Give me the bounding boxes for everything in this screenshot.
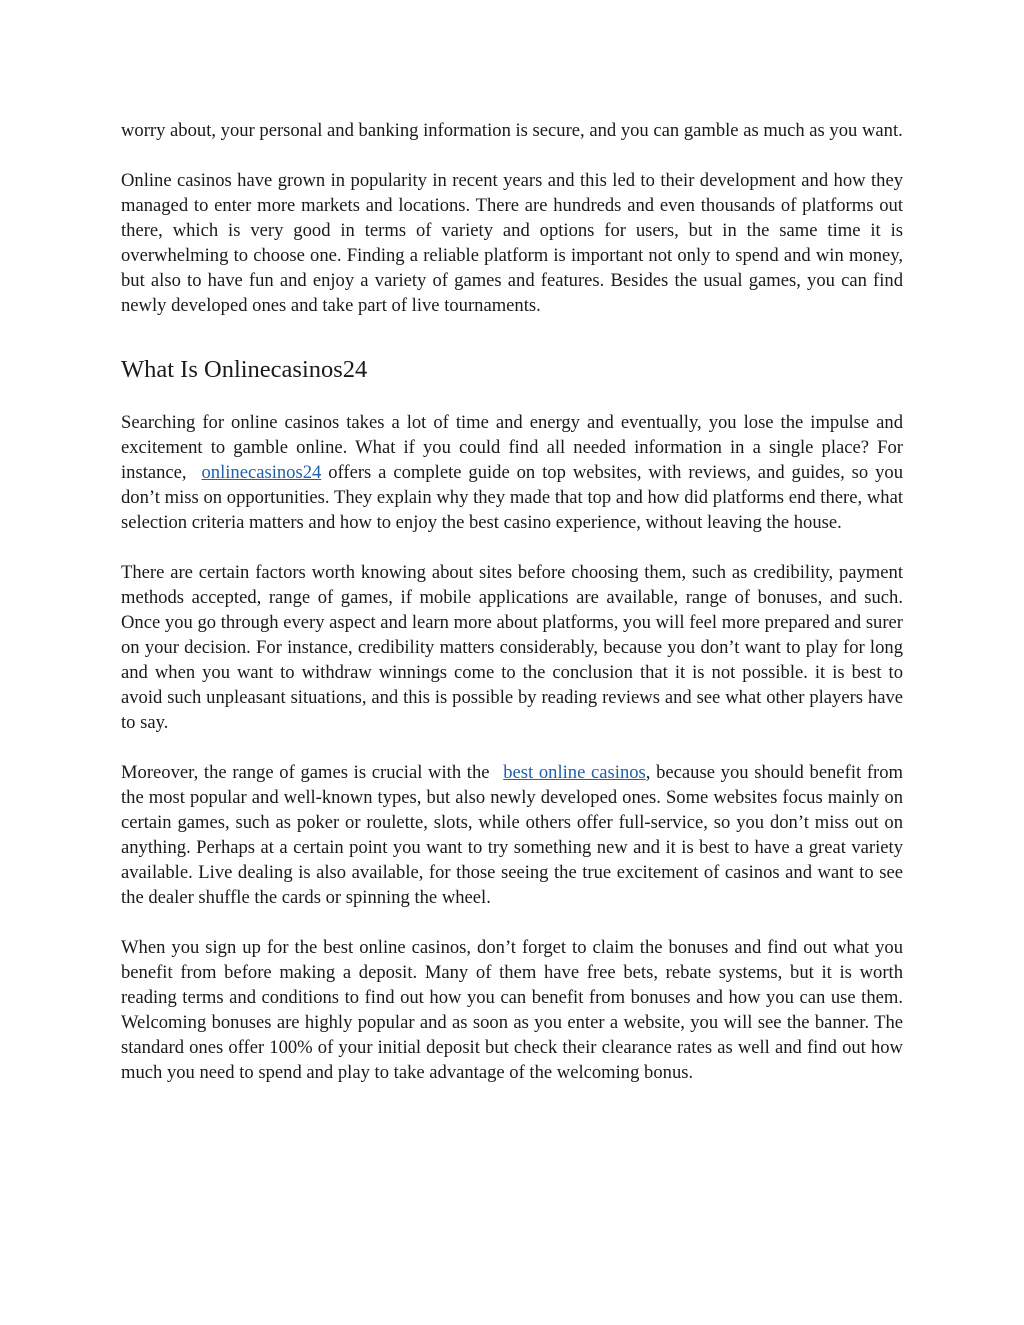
spacer xyxy=(121,343,903,355)
onlinecasinos24-link[interactable]: onlinecasinos24 xyxy=(201,462,322,483)
section-heading: What Is Onlinecasinos24 xyxy=(121,356,368,383)
paragraph-text: Moreover, the range of games is crucial with the xyxy=(121,762,496,783)
best-online-casinos-link[interactable]: best online casinos xyxy=(503,762,646,783)
paragraph-range-of-games xyxy=(121,760,903,910)
paragraph-text: offers a complete guide on top websites, with reviews, and guides, so you don’t miss on opportunities. They explain why they made that top and how did platforms end there, what selection criteria matters and how to enjoy the best casino experience, without leaving the house. xyxy=(121,462,904,533)
paragraph-searching xyxy=(121,410,903,535)
document-page xyxy=(121,118,903,1110)
paragraph-factors: There are certain factors worth knowing about sites before choosing them, such as credibility, payment methods accepted, range of games, if mobile applications are available, range of bonuses, and such. Once you go through every aspect and learn more about platforms, you will feel more prepared and surer on your decision. For instance, credibility matters considerably, because you don’t want to play for long and when you want to withdraw winnings come to the conclusion that it is not possible. it is best to avoid such unpleasant situations, and this is possible by reading reviews and see what other players have to say. xyxy=(121,562,903,733)
paragraph-text: Searching for online casinos takes a lot of time and energy and eventually, you lose the impulse and excitement to gamble online. What if you could find all needed information in a single place? For instance, xyxy=(121,412,903,483)
paragraph-intro-continuation: worry about, your personal and banking information is secure, and you can gamble as much as you want. xyxy=(121,120,903,141)
paragraph-bonuses: When you sign up for the best online casinos, don’t forget to claim the bonuses and find out what you benefit from before making a deposit. Many of them have free bets, rebate systems, but it is worth reading terms and conditions to find out how you can benefit from bonuses and how you can use them. Welcoming bonuses are highly popular and as soon as you enter a website, you will see the banner. The standard ones offer 100% of your initial deposit but check their clearance rates as well and find out how much you need to spend and play to take advantage of the welcoming bonus. xyxy=(121,937,903,1083)
paragraph-text: , because you should benefit from the most popular and well-known types, but also newly developed ones. Some websites focus mainly on certain games, such as poker or roulette, slots, while others offer full-service, so you don’t miss out on anything. Perhaps at a certain point you want to try something new and it is best to have a great variety available. Live dealing is also available, for those seeing the true excitement of casinos and want to see the dealer shuffle the cards or spinning the wheel. xyxy=(121,762,903,908)
paragraph-popularity: Online casinos have grown in popularity in recent years and this led to their development and how they managed to enter more markets and locations. There are hundreds and even thousands of platforms out there, which is very good in terms of variety and options for users, but in the same time it is overwhelming to choose one. Finding a reliable platform is important not only to spend and win money, but also to have fun and enjoy a variety of games and features. Besides the usual games, you can find newly developed ones and take part of live tournaments. xyxy=(121,170,903,316)
